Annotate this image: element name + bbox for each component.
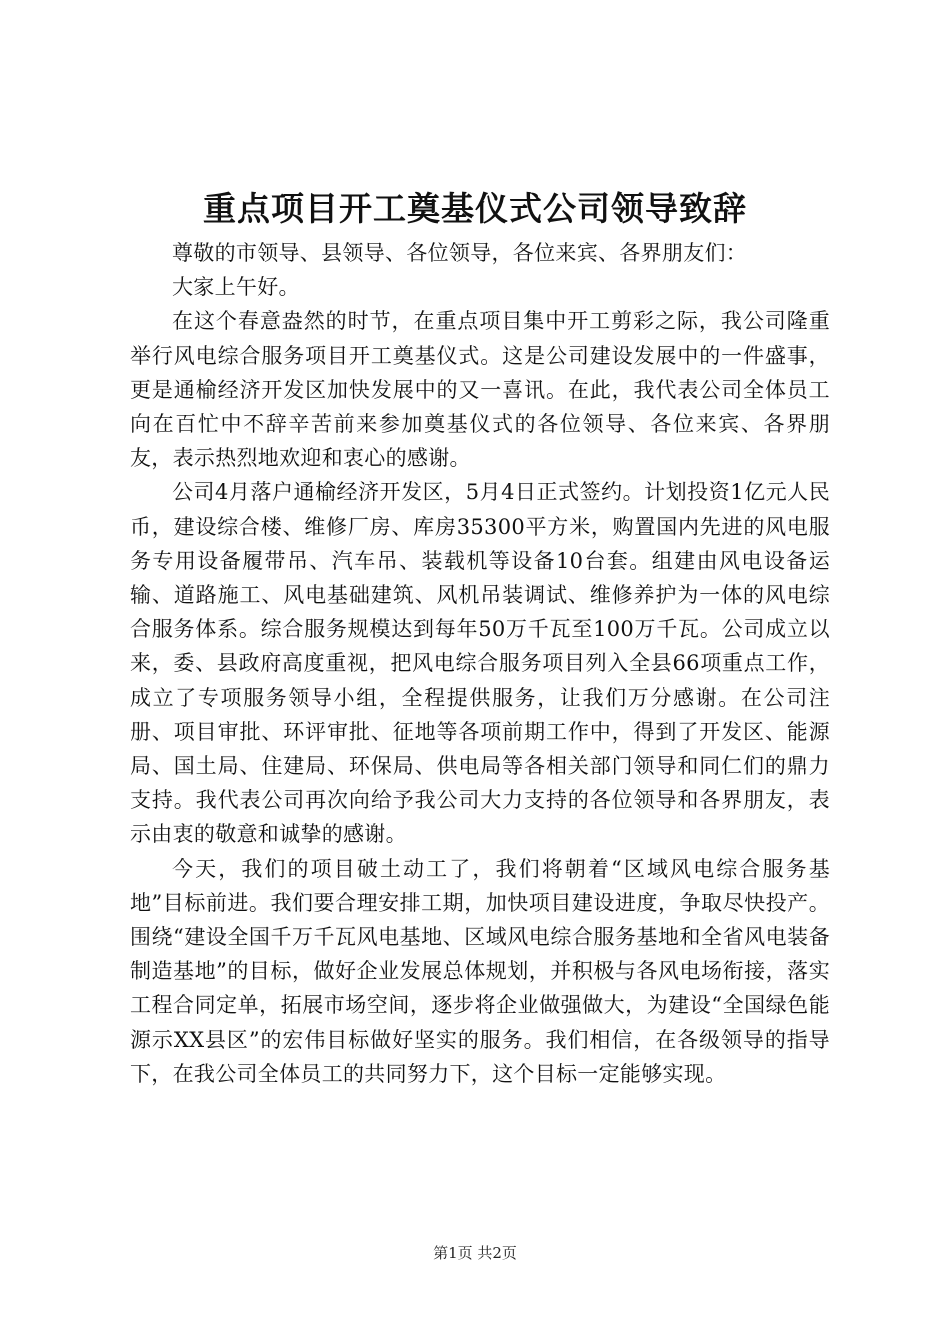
document-title: 重点项目开工奠基仪式公司领导致辞 <box>203 189 747 228</box>
body-paragraph-3: 今天，我们的项目破土动工了，我们将朝着“区域风电综合服务基地”目标前进。我们要合理安排工期，加快项目建设进度，争取尽快投产。围绕“建设全国千万千瓦风电基地、区域风电综合服务基地和全省风电装备制造基地”的目标，做好企业发展总体规划，并积极与各风电场衔接，落实工程合同定单，拓展市场空间，逐步将企业做强做大，为建设“全国绿色能源示XX县区”的宏伟目标做好坚实的服务。我们相信，在各级领导的指导下，在我公司全体员工的共同努力下，这个目标一定能够实现。 <box>130 856 830 1086</box>
salutation-paragraph: 尊敬的市领导、县领导、各位领导，各位来宾、各界朋友们： <box>172 241 748 265</box>
page-number-footer: 第1页 共2页 <box>433 1244 517 1262</box>
greeting-paragraph: 大家上午好。 <box>172 275 300 300</box>
body-paragraph-1: 在这个春意盎然的时节，在重点项目集中开工剪彩之际，我公司隆重举行风电综合服务项目开工奠基仪式。这是公司建设发展中的一件盛事，更是通榆经济开发区加快发展中的又一喜讯。在此，我代表公司全体员工向在百忙中不辞辛苦前来参加奠基仪式的各位领导、各位来宾、各界朋友，表示热烈地欢迎和衷心的感谢。 <box>130 309 830 471</box>
body-paragraph-2: 公司4月落户通榆经济开发区，5月4日正式签约。计划投资1亿元人民币，建设综合楼、维修厂房、库房35300平方米，购置国内先进的风电服务专用设备履带吊、汽车吊、装载机等设备10台套。组建由风电设备运输、道路施工、风电基础建筑、风机吊装调试、维修养护为一体的风电综合服务体系。综合服务规模达到每年50万千瓦至100万千瓦。公司成立以来，委、县政府高度重视，把风电综合服务项目列入全县66项重点工作，成立了专项服务领导小组，全程提供服务，让我们万分感谢。在公司注册、项目审批、环评审批、征地等各项前期工作中，得到了开发区、能源局、国土局、住建局、环保局、供电局等各相关部门领导和同仁们的鼎力支持。我代表公司再次向给予我公司大力支持的各位领导和各界朋友，表示由衷的敬意和诚挚的感谢。 <box>130 480 830 847</box>
document-body <box>130 236 830 1091</box>
